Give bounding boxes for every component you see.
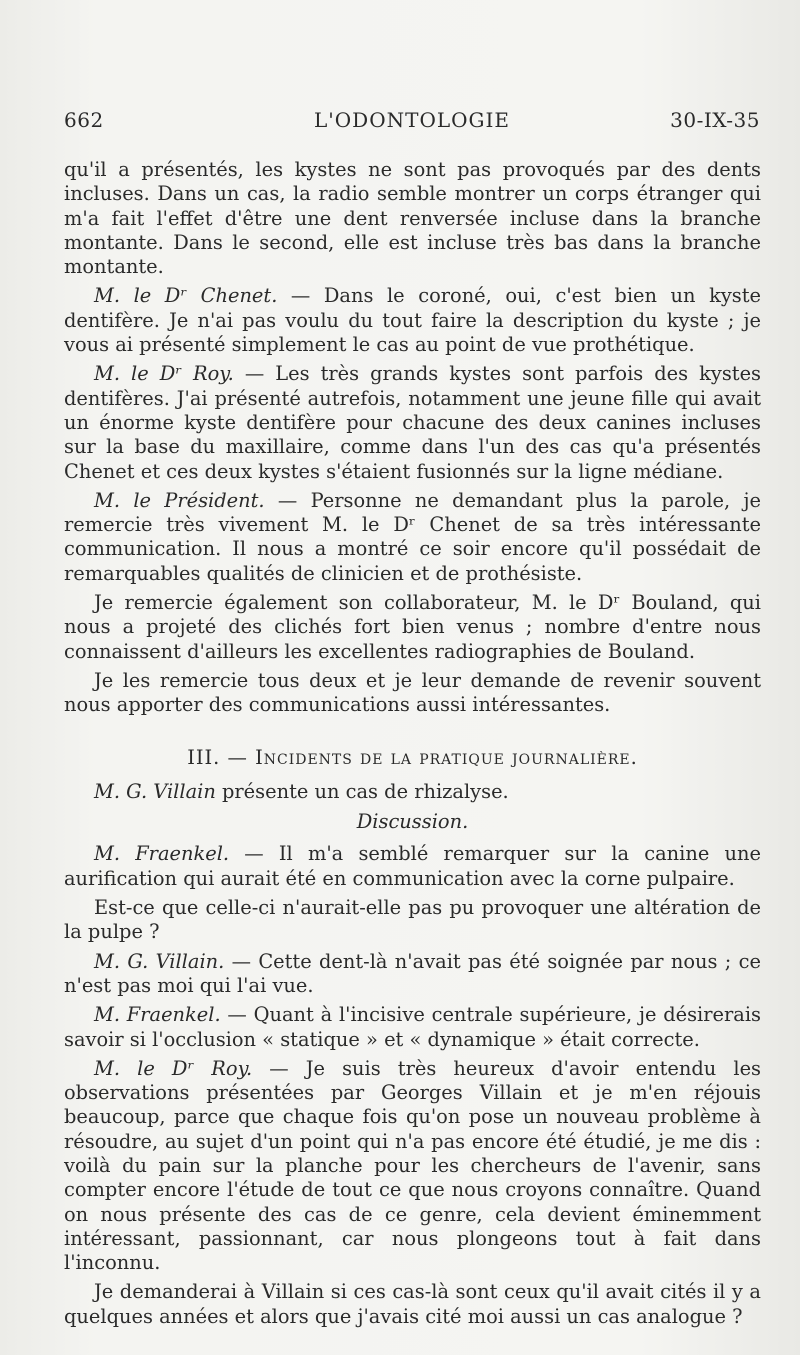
paragraph-text: — Personne ne demandant plus la parole, je remercie très vivement M. le Dʳ Chenet de sa très intéressante communication. Il nous a montré ce soir encore qu'il possédait de remarquables qualités de clinicien et de prothésiste.: [64, 488, 761, 585]
paragraph: [64, 362, 761, 483]
speaker-name: M. Fraenkel.: [94, 842, 230, 866]
paragraph: [64, 1280, 761, 1329]
paragraph-text: Je les remercie tous deux et je leur demande de revenir souvent nous apporter des communications aussi intéressantes.: [64, 668, 761, 717]
paragraph-text: qu'il a présentés, les kystes ne sont pas provoqués par des dents incluses. Dans un cas, la radio semble montrer un corps étranger qui m'a fait l'effet d'être une dent renversée incluse dans la branche montante. Dans le second, elle est incluse très bas dans la branche montante.: [64, 158, 761, 279]
paragraph-text: Est-ce que celle-ci n'aurait-elle pas pu provoquer une altération de la pulpe ?: [64, 896, 761, 944]
body-text: [64, 158, 761, 1334]
paragraph: [64, 489, 761, 586]
issue-date: 30-IX-35: [670, 108, 760, 132]
journal-title: L'ODONTOLOGIE: [314, 108, 510, 132]
paragraph-text: Je remercie également son collaborateur, M. le Dʳ Bouland, qui nous a projeté des clichés fort bien venus ; nombre d'entre nous connaissent d'ailleurs les excellentes radiographies de Bouland.: [64, 591, 761, 663]
paragraph: [64, 1057, 761, 1276]
paragraph-text: — Il m'a semblé remarquer sur la canine une aurification qui aurait été en communication avec la corne pulpaire.: [64, 842, 761, 890]
section-title: Incidents de la pratique journalière.: [255, 745, 638, 769]
paragraph-text: — Dans le coroné, oui, c'est bien un kyste dentifère. Je n'ai pas voulu du tout faire la description du kyste ; je vous ai présenté simplement le cas au point de vue prothétique.: [64, 284, 762, 357]
speaker-name: M. le Dʳ Roy.: [94, 362, 234, 386]
paragraph-text: — Quant à l'incisive centrale supérieure, je désirerais savoir si l'occlusion « statique » et « dynamique » était correcte.: [64, 1003, 761, 1051]
paragraph: [64, 896, 761, 945]
speaker-name: M. le Dʳ Chenet.: [94, 284, 278, 308]
speaker-name: M. G. Villain.: [94, 949, 225, 973]
discussion-heading: Discussion.: [356, 810, 469, 834]
paragraph-text: Je demanderai à Villain si ces cas-là sont ceux qu'il avait cités il y a quelques années et alors que j'avais cité moi aussi un cas analogue ?: [64, 1280, 761, 1328]
paragraph: [64, 950, 761, 999]
paragraph-text: — Les très grands kystes sont parfois des kystes dentifères. J'ai présenté autrefois, notamment une jeune fille qui avait un énorme kyste dentifère pour chacune des deux canines incluses sur la base du maxillaire, comme dans l'un des cas qu'a présentés Chenet et ces deux kystes s'étaient fusionnés sur la ligne médiane.: [64, 362, 761, 483]
running-header: [64, 108, 760, 136]
speaker-name: M. le Président.: [94, 488, 265, 512]
paragraph-text: présente un cas de rhizalyse.: [215, 779, 509, 803]
paragraph: [64, 284, 761, 357]
speaker-name: M. le Dʳ Roy.: [94, 1056, 253, 1080]
speaker-name: M. G. Villain: [94, 779, 216, 803]
paragraph-text: — Cette dent-là n'avait pas été soignée par nous ; ce n'est pas moi qui l'ai vue.: [64, 949, 761, 997]
page-number: 662: [64, 108, 104, 132]
paragraph: [64, 842, 761, 891]
speaker-name: M. Fraenkel.: [94, 1003, 221, 1027]
paragraph: [64, 591, 761, 664]
paragraph: [64, 1003, 761, 1052]
paragraph-text: — Je suis très heureux d'avoir entendu les observations présentées par Georges Villain et je m'en réjouis beaucoup, parce que chaque fois qu'on pose un nouveau problème à résoudre, au sujet d'un point qui n'a pas encore été étudié, je me dis : voilà du pain sur la planche pour les chercheurs de l'avenir, sans compter encore l'étude de tout ce que nous croyons connaître. Quand on nous présente des cas de ce genre, cela devient éminemment intéressant, passionnant, car nous plongeons tout à fait dans l'inconnu.: [64, 1056, 761, 1275]
section-heading: [64, 746, 761, 770]
intro-paragraph: [64, 780, 761, 804]
paragraph: [64, 669, 761, 718]
paragraph: [64, 158, 761, 279]
section-number: III. —: [187, 745, 248, 769]
